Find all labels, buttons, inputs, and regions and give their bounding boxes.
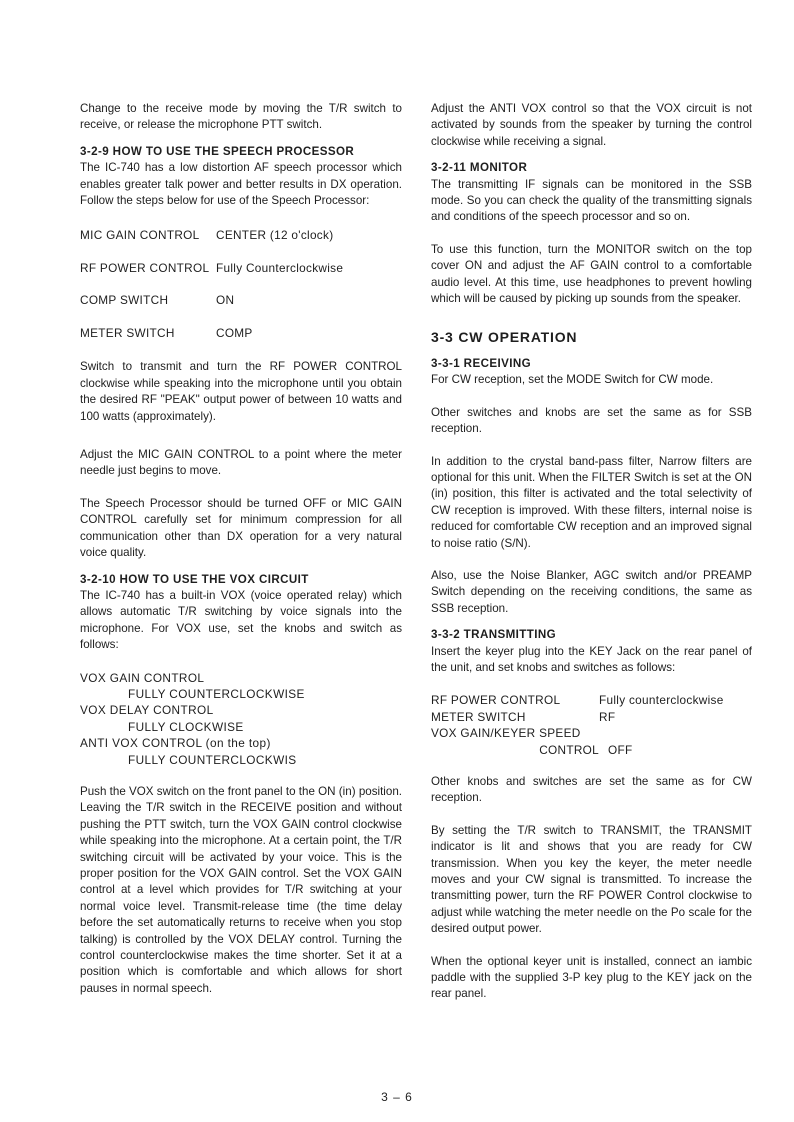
setting-control: MIC GAIN CONTROL [80, 228, 200, 243]
setting-row [80, 325, 402, 358]
cw-noise-blanker-paragraph: Also, use the Noise Blanker, AGC switch and/or PREAMP Switch depending on the receiving conditions, the same as SSB reception. [431, 568, 752, 615]
cw-transmit-intro: Insert the keyer plug into the KEY Jack on the rear panel of the unit, and set knobs and switches as follows: [431, 644, 752, 674]
section-3-2-10-heading: 3-2-10 HOW TO USE THE VOX CIRCUIT [80, 572, 309, 586]
setting-control: CONTROL [539, 742, 599, 757]
vox-setting-line: VOX GAIN CONTROL [80, 670, 205, 685]
speech-processor-intro: The IC-740 has a low distortion AF speech processor which enables greater talk power and better results in DX operation. Follow the steps below for use of the Speech Processor: [80, 161, 402, 208]
cw-receive-intro: For CW reception, set the MODE Switch for CW mode. [431, 373, 714, 387]
setting-value: OFF [608, 742, 633, 757]
section-3-3-2-heading: 3-3-2 TRANSMITTING [431, 628, 557, 642]
vox-operation-paragraph: Push the VOX switch on the front panel to the ON (in) position. Leaving the T/R switch in the RECEIVE position and without pushing the PTT switch, turn the VOX GAIN control clockwise while speaking into the microphone. At a certain point, the T/R switching circuit will be activated by your voice. This is the proper position for the VOX GAIN control. Set the VOX GAIN control at a level which provides for T/R switching at your normal voice level. Transmit-release time (the time delay before the set automatically returns to receive when you stop talking) is controlled by the VOX DELAY control. Turning the control counterclockwise makes the time shorter. Set it at a position which is comfortable and which allows for short pauses in normal speech. [80, 784, 402, 995]
setting-value: RF [599, 709, 616, 724]
setting-control: COMP SWITCH [80, 293, 169, 308]
vox-intro: The IC-740 has a built-in VOX (voice operated relay) which allows automatic T/R switching by voice signals into the microphone. For VOX use, set the knobs and switch as follows: [80, 588, 402, 652]
vox-setting-line: FULLY COUNTERCLOCKWISE [128, 686, 305, 701]
page-number: 3 – 6 [381, 1090, 413, 1104]
setting-control: RF POWER CONTROL [431, 693, 561, 708]
setting-control: VOX GAIN/KEYER SPEED [431, 726, 581, 741]
monitor-usage-paragraph: To use this function, turn the MONITOR switch on the top cover ON and adjust the AF GAIN control to a comfortable audio level. At this time, use headphones to prevent howling which will be caused by picking up sounds from the speaker. [431, 242, 752, 306]
section-3-2-11-heading: 3-2-11 MONITOR [431, 161, 528, 175]
setting-value: COMP [216, 325, 253, 340]
mic-gain-paragraph: Adjust the MIC GAIN CONTROL to a point where the meter needle just begins to move. [80, 448, 402, 478]
setting-value: Fully Counterclockwise [216, 260, 344, 275]
monitor-intro: The transmitting IF signals can be monitored in the SSB mode. So you can check the quality of the transmitting signals and conditions of the speech processor and so on. [431, 177, 752, 224]
cw-narrow-filter-paragraph: In addition to the crystal band-pass filter, Narrow filters are optional for this unit. When the FILTER Switch is set at the ON (in) position, this filter is activated and the total selectivity of CW reception is improved. With these filters, internal noise is reduced for comfortable CW reception and an improved signal to noise ratio (S/N). [431, 454, 752, 550]
setting-control: RF POWER CONTROL [80, 260, 210, 275]
cw-transmit-procedure: By setting the T/R switch to TRANSMIT, the TRANSMIT indicator is lit and shows that you are ready for CW transmission. When you key the keyer, the meter needle moves and your CW signal is transmitted. To increase the transmitting power, turn the RF POWER Control clockwise to adjust while watching the meter needle on the Po scale for the desired output power. [431, 823, 752, 936]
cw-receive-other-switches: Other switches and knobs are set the same as for SSB reception. [431, 405, 752, 436]
cw-transmit-settings [431, 692, 752, 758]
receive-mode-paragraph: Change to the receive mode by moving the T/R switch to receive, or release the microphone PTT switch. [80, 102, 402, 132]
speech-processor-note: The Speech Processor should be turned OFF or MIC GAIN CONTROL carefully set for minimum compression for all communication other than DX operation for a very natural voice quality. [80, 496, 402, 560]
left-column [80, 101, 402, 997]
setting-row [80, 260, 402, 293]
section-3-3-heading: 3-3 CW OPERATION [431, 329, 578, 346]
setting-value: CENTER (12 o'clock) [216, 228, 334, 243]
cw-keyer-unit-paragraph: When the optional keyer unit is installed, connect an iambic paddle with the supplied 3-P key plug to the KEY jack on the rear panel. [431, 954, 752, 1001]
cw-other-knobs-paragraph: Other knobs and switches are set the same as for CW reception. [431, 775, 752, 805]
anti-vox-paragraph: Adjust the ANTI VOX control so that the VOX circuit is not activated by sounds from the speaker by turning the control clockwise while receiving a signal. [431, 102, 752, 148]
rf-power-paragraph: Switch to transmit and turn the RF POWER CONTROL clockwise while speaking into the microphone until you obtain the desired RF "PEAK" output power of between 10 watts and 100 watts (approximately). [80, 360, 402, 423]
vox-settings [80, 670, 402, 768]
vox-setting-line: VOX DELAY CONTROL [80, 703, 214, 718]
setting-row [431, 692, 752, 708]
setting-row [431, 742, 752, 758]
setting-control: METER SWITCH [431, 709, 526, 724]
setting-row [80, 227, 402, 260]
vox-setting-line: FULLY COUNTERCLOCKWIS [128, 752, 297, 767]
setting-row [431, 709, 752, 725]
vox-setting-line: ANTI VOX CONTROL (on the top) [80, 736, 271, 751]
right-column [431, 101, 752, 1003]
setting-row [80, 292, 402, 325]
setting-control: METER SWITCH [80, 325, 175, 340]
setting-row [431, 725, 752, 741]
vox-setting-line: FULLY CLOCKWISE [128, 719, 244, 734]
speech-processor-settings [80, 227, 402, 357]
setting-value: Fully counterclockwise [599, 693, 724, 708]
setting-value: ON [216, 293, 235, 308]
section-3-2-9-heading: 3-2-9 HOW TO USE THE SPEECH PROCESSOR [80, 144, 355, 158]
section-3-3-1-heading: 3-3-1 RECEIVING [431, 356, 532, 370]
